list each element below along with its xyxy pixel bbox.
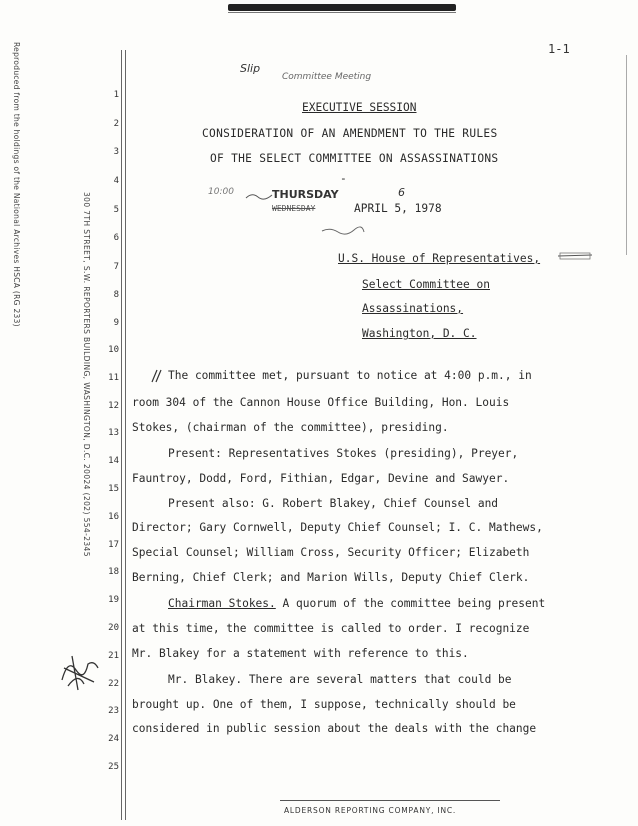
- line-number: 23: [108, 706, 119, 716]
- line-number: 13: [108, 428, 119, 438]
- body-line-11: The committee met, pursuant to notice at 4:00 p.m., in: [168, 369, 532, 382]
- title-line-2: OF THE SELECT COMMITTEE ON ASSASSINATIONS: [210, 152, 499, 165]
- struck-weekday: WEDNESDAY: [272, 204, 316, 213]
- body-line-16: Director; Gary Cornwell, Deputy Chief Counsel; I. C. Mathews,: [132, 521, 543, 534]
- title-dash: -: [340, 172, 347, 185]
- line-number: 7: [113, 262, 119, 272]
- body-line-23: brought up. One of them, I suppose, technically should be: [132, 698, 516, 711]
- body-line-19: [168, 597, 545, 610]
- body-line-20: at this time, the committee is called to order. I recognize: [132, 622, 530, 635]
- body-line-24: considered in public session about the deals with the change: [132, 722, 537, 735]
- line-number: 24: [108, 734, 119, 744]
- page-top-bar: [228, 4, 456, 11]
- line-number: 4: [113, 176, 119, 186]
- body-line-17: Special Counsel; William Cross, Security Officer; Elizabeth: [132, 546, 530, 559]
- body-line-21: Mr. Blakey for a statement with reference to this.: [132, 647, 469, 660]
- line-number: 22: [108, 679, 119, 689]
- address-line-4: Washington, D. C.: [362, 327, 477, 340]
- footer-rule: [280, 800, 500, 801]
- line-number: 6: [113, 233, 119, 243]
- line-number: 3: [113, 147, 119, 157]
- margin-rule-right: [125, 50, 126, 820]
- line-number: 20: [108, 623, 119, 633]
- title-line-1: CONSIDERATION OF AN AMENDMENT TO THE RULES: [202, 127, 498, 140]
- page-number: 1-1: [548, 42, 570, 56]
- handwritten-header-note: Committee Meeting: [282, 72, 372, 82]
- line-number: 21: [108, 651, 119, 661]
- line-number: 9: [113, 318, 119, 328]
- line-number: 14: [108, 456, 119, 466]
- session-heading: EXECUTIVE SESSION: [302, 101, 417, 114]
- paragraph-mark: [148, 368, 164, 384]
- handwritten-time-note: 10:00: [208, 187, 234, 197]
- margin-signature-mark: [58, 650, 102, 692]
- line-number: 19: [108, 595, 119, 605]
- line-number: 18: [108, 567, 119, 577]
- body-line-18: Berning, Chief Clerk; and Marion Wills, Deputy Chief Clerk.: [132, 571, 530, 584]
- line-number: 10: [108, 345, 119, 355]
- right-edge-rule: [626, 55, 627, 255]
- session-date: APRIL 5, 1978: [354, 202, 442, 215]
- body-line-12: room 304 of the Cannon House Office Building, Hon. Louis: [132, 396, 510, 409]
- scribble-mark: [556, 251, 594, 261]
- reporting-company-footer: ALDERSON REPORTING COMPANY, INC.: [284, 806, 457, 815]
- body-line-22: Mr. Blakey. There are several matters that could be: [168, 673, 512, 686]
- line-number: 11: [108, 373, 119, 383]
- scribble-mark: [320, 226, 366, 236]
- address-line-2: Select Committee on: [362, 278, 490, 291]
- address-line-1: U.S. House of Representatives,: [338, 252, 541, 265]
- body-line-14a: Present: Representatives Stokes (presiding), Preyer,: [168, 447, 519, 460]
- body-line-15: Present also: G. Robert Blakey, Chief Counsel and: [168, 497, 499, 510]
- archive-note: Reproduced from the holdings of the National Archives HSCA (RG 233): [12, 42, 21, 327]
- line-number: 17: [108, 540, 119, 550]
- handwritten-slip-note: Slip: [240, 62, 261, 75]
- scribble-mark: [244, 190, 274, 202]
- speaker-text: A quorum of the committee being present: [275, 597, 546, 610]
- line-number: 8: [113, 290, 119, 300]
- margin-rule-left: [121, 50, 122, 820]
- handwritten-date-digit: 6: [398, 186, 405, 199]
- handwritten-thursday: THURSDAY: [272, 188, 339, 201]
- line-number: 2: [113, 119, 119, 129]
- body-line-14b: Fauntroy, Dodd, Ford, Fithian, Edgar, Devine and Sawyer.: [132, 472, 510, 485]
- reporter-address: 300 7TH STREET, S.W. REPORTERS BUILDING, WASHINGTON, D.C. 20024 (202) 554-2345: [82, 192, 91, 557]
- body-line-13: Stokes, (chairman of the committee), presiding.: [132, 421, 449, 434]
- line-number: 16: [108, 512, 119, 522]
- address-line-3: Assassinations,: [362, 302, 464, 315]
- page-top-rule: [228, 12, 456, 13]
- speaker-name: Chairman Stokes.: [168, 597, 276, 610]
- line-number: 15: [108, 484, 119, 494]
- line-number: 1: [113, 90, 119, 100]
- line-number: 25: [108, 762, 119, 772]
- line-number: 12: [108, 401, 119, 411]
- line-number: 5: [113, 205, 119, 215]
